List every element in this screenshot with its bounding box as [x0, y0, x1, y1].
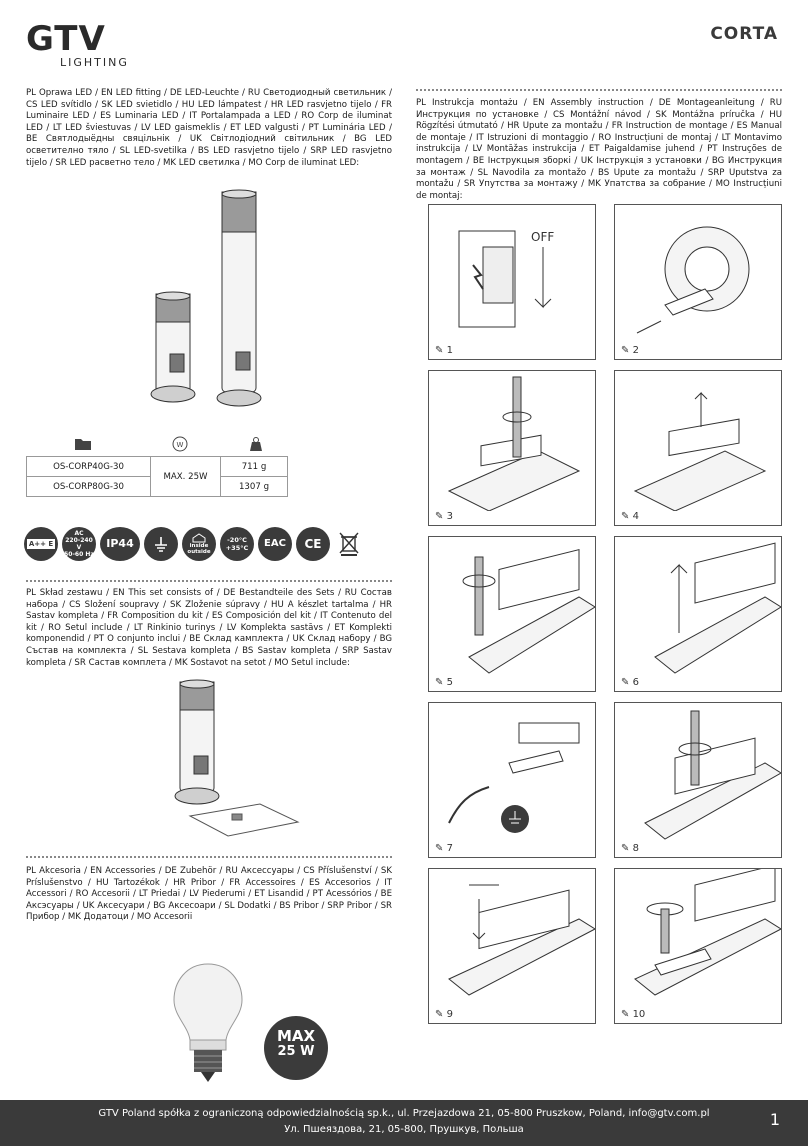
- step-number-text: 3: [446, 511, 453, 522]
- tall-bollard: [217, 190, 261, 406]
- step-number: ✎ 2: [621, 345, 639, 356]
- bollard-in-set: [175, 680, 219, 804]
- step-8-panel: [614, 702, 782, 858]
- weee-bin-icon: [334, 527, 364, 561]
- step-number: ✎ 6: [621, 677, 639, 688]
- divider: [416, 89, 782, 91]
- max-label: MAX: [276, 1027, 316, 1045]
- product-illustration: [140, 186, 280, 414]
- ce-badge: [296, 527, 330, 561]
- step-number-text: 9: [446, 1009, 453, 1020]
- step-number: ✎ 10: [621, 1009, 646, 1020]
- brand-logo: [26, 19, 146, 72]
- spec-icons-row: [26, 436, 288, 454]
- assembly-description: PL Instrukcja montażu / EN Assembly instruction / DE Montageanleitung / RU Инструкция по установке / CS Montážní návod / SK Montážna príručka / HU Rögzítési útmutató / HR Upute za montažu / FR Instruction de montage / ES Manual de montaje / IT Istruzioni di montaggio / RO Instrucțiuni de montaj / LT Montavimo instrukcija / LV Montāžas instrukcija / ET Paigaldamise juhend / PT Instruções de montagem / BE Інструкцыя зборкі / UK Інструкція з установки / BG Инструкция за монтаж / SL Navodila za montažo / BS Upute za montažu / SRP Uputstva za montažu / SR Упутства за монтажу / MK Упатства за собрание / MO Instrucțiuni de montaj:: [416, 98, 782, 201]
- page-number: 1: [769, 1110, 780, 1129]
- ip-rating-badge: [100, 527, 140, 561]
- step-number: ✎ 9: [435, 1009, 453, 1020]
- ip-rating-text: IP44: [106, 537, 134, 550]
- temp-min-label: -20°C: [227, 536, 247, 544]
- off-label: OFF: [531, 230, 555, 244]
- model-code: OS-CORP40G-30: [27, 457, 151, 477]
- plate-removal-diagram: [615, 205, 781, 345]
- max-power: MAX. 25W: [151, 457, 221, 497]
- page-footer: [0, 1100, 808, 1146]
- model-code: OS-CORP80G-30: [27, 477, 151, 497]
- spec-table: [26, 456, 288, 497]
- led-bulb-illustration: [168, 960, 248, 1086]
- step-number: ✎ 1: [435, 345, 453, 356]
- step-10-panel: [614, 868, 782, 1024]
- step-number-text: 10: [632, 1009, 646, 1020]
- ac-voltage-badge: [62, 527, 96, 561]
- step-number-text: 7: [446, 843, 453, 854]
- close-fixture-diagram: [615, 869, 781, 1009]
- company-address-ru: Ул. Пшеяздова, 21, 05-800, Прушкув, Польша: [284, 1124, 524, 1135]
- step-3-panel: [428, 370, 596, 526]
- inside-label: inside: [189, 543, 209, 549]
- step-number-text: 1: [446, 345, 453, 356]
- brand-name: GTV: [26, 19, 106, 59]
- temp-max-label: +35°C: [225, 544, 249, 552]
- product-title: CORTA: [710, 24, 778, 44]
- energy-class-badge: [24, 527, 58, 561]
- step-number: ✎ 4: [621, 511, 639, 522]
- weight-value: 1307 g: [221, 477, 288, 497]
- mounting-plate: [190, 804, 298, 836]
- step-2-panel: [614, 204, 782, 360]
- brand-subtitle: LIGHTING: [60, 56, 129, 69]
- step-4-panel: [614, 370, 782, 526]
- ac-label: AC: [74, 530, 84, 537]
- temperature-badge: [220, 527, 254, 561]
- table-row: [27, 457, 288, 477]
- max-watt-label: 25 W: [277, 1044, 315, 1059]
- step-7-panel: [428, 702, 596, 858]
- connect-wires-diagram: [429, 703, 595, 843]
- weight-value: 711 g: [221, 457, 288, 477]
- remove-cap-diagram: [615, 537, 781, 677]
- ground-icon: [144, 527, 178, 561]
- bulb-watt-icon: [172, 436, 188, 456]
- weight-icon: [248, 436, 264, 456]
- switch-off-diagram: [429, 205, 595, 345]
- short-bollard: [151, 292, 195, 402]
- step-number: ✎ 7: [435, 843, 453, 854]
- step-number-text: 2: [632, 345, 639, 356]
- lift-cover-diagram: [615, 371, 781, 511]
- set-composition-description: PL Skład zestawu / EN This set consists of / DE Bestandteile des Sets / RU Состав набора / CS Složení soupravy / SK Zloženie súpravy / HU A készlet tartalma / HR Sastav kompleta / FR Composition du kit / ES Composición del kit / IT Contenuto del kit / RO Setul include / LT Rinkinio turinys / LV Komplekta sastāvs / ET Komplekti komponendid / PT O conjunto inclui / BE Склад камплекта / UK Склад набору / BG Състав на комплекта / SL Sestava kompleta / BS Sastav kompleta / SRP Sastav kompleta / SR Састав комплета / MK Sostavot na setot / MO Setul include:: [26, 588, 392, 668]
- product-description: PL Oprawa LED / EN LED fitting / DE LED-Leuchte / RU Светодиодный светильник / CS LED svítidlo / SK LED svietidlo / HU LED lámpatest / HR LED rasvjetno tijelo / FR Luminaire LED / ES Luminaria LED / IT Portalampada a LED / RO Corp de iluminat LED / LT LED šviestuvas / LV LED gaismeklis / ET LED valgusti / PT Luminária LED / BE Святлодыёдны свяцільнік / UK Світлодіодний світильник / BG LED осветително тяло / SL LED-svetilka / BS LED rasvjetno tijelo / SRP LED rasvjetno tijelo / SR LED расветно тело / MK LED светилка / MO Corp de iluminat LED:: [26, 88, 392, 168]
- step-number: ✎ 3: [435, 511, 453, 522]
- tighten-screw-diagram: [615, 703, 781, 843]
- svg-text:W: W: [176, 441, 184, 449]
- house-icon: [192, 533, 206, 543]
- accessories-description: PL Akcesoria / EN Accessories / DE Zubehör / RU Аксессуары / CS Příslušenství / SK Príslušenstvo / HU Tartozékok / HR Pribor / FR Accessoires / ES Accesorios / IT Accessori / RO Accesorii / LT Priedai / LV Piederumi / ET Lisandid / PT Acessórios / BE Аксэсуары / UK Аксесуари / BG Аксесоари / SL Dodatki / BS Pribor / SRP Pribor / SR Прибор / MK Додатоци / MO Accesorii: [26, 866, 392, 923]
- ce-text: CE: [304, 537, 322, 551]
- frequency-label: 50-60 Hz: [64, 551, 94, 558]
- divider: [26, 580, 392, 582]
- company-address: GTV Poland spółka z ograniczoną odpowiedzialnością sp.k., ul. Przejazdowa 21, 05-800 Pruszkow, Poland, info@gtv.com.pl: [98, 1108, 710, 1119]
- insert-cap-diagram: [429, 869, 595, 1009]
- step-number: ✎ 5: [435, 677, 453, 688]
- certification-badges: [24, 522, 384, 566]
- voltage-label: 220-240 V: [65, 537, 93, 551]
- step-5-panel: [428, 536, 596, 692]
- eac-badge: [258, 527, 292, 561]
- step-6-panel: [614, 536, 782, 692]
- inside-outside-badge: [182, 527, 216, 561]
- step-number-text: 6: [632, 677, 639, 688]
- max-power-badge: [264, 1016, 328, 1080]
- outside-label: outside: [187, 549, 211, 555]
- open-terminal-diagram: [429, 537, 595, 677]
- step-9-panel: [428, 868, 596, 1024]
- energy-class-text: A++ E: [28, 540, 54, 548]
- step-number: ✎ 8: [621, 843, 639, 854]
- step-number-text: 5: [446, 677, 453, 688]
- set-illustration: [170, 676, 300, 840]
- unscrew-diagram: [429, 371, 595, 511]
- divider: [26, 856, 392, 858]
- step-number-text: 4: [632, 511, 639, 522]
- step-1-panel: [428, 204, 596, 360]
- folder-icon: [74, 436, 92, 455]
- step-number-text: 8: [632, 843, 639, 854]
- eac-text: EAC: [264, 538, 286, 549]
